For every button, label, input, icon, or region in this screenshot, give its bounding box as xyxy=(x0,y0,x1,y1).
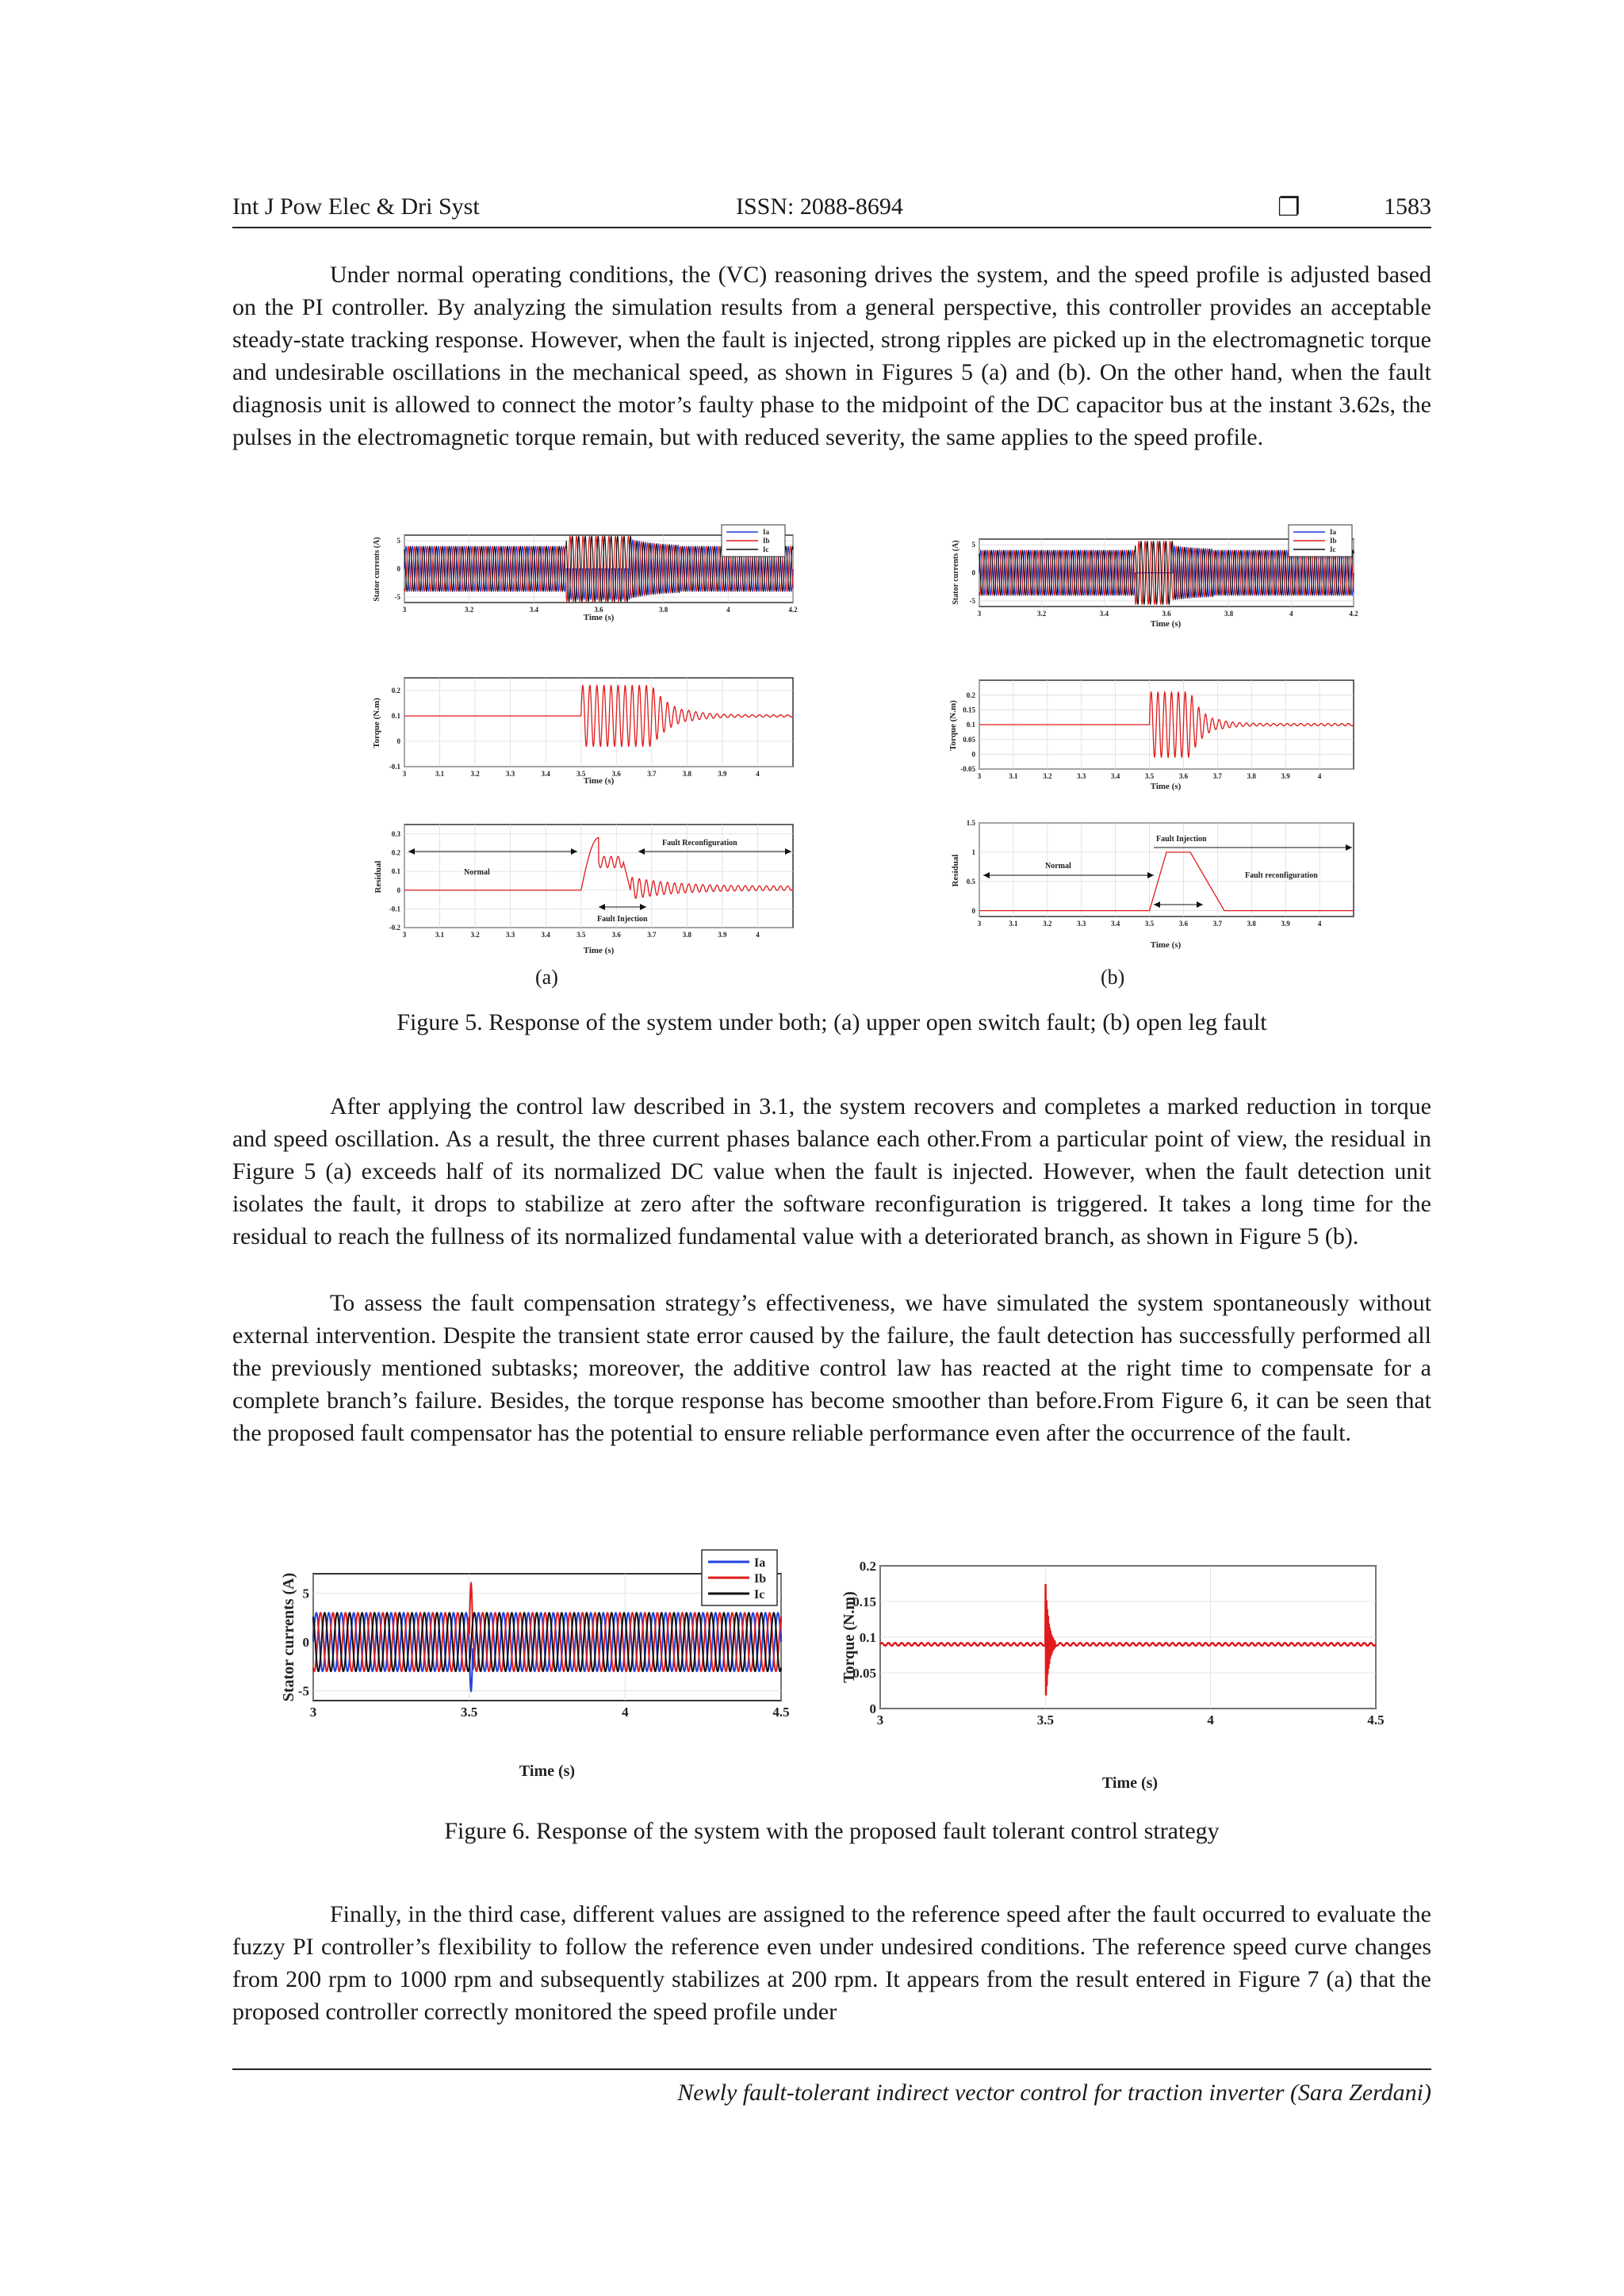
annotation-normal: Normal xyxy=(1045,862,1071,871)
y-tick-label: 0 xyxy=(971,750,975,759)
x-tick-label: 3.5 xyxy=(461,1705,478,1720)
x-tick-label: 3 xyxy=(402,931,407,939)
y-tick-label: 0.3 xyxy=(391,829,400,838)
x-tick-label: 3.6 xyxy=(1178,920,1189,928)
x-tick-label: 3.8 xyxy=(1224,610,1234,618)
y-tick-label: 5 xyxy=(302,1586,309,1601)
x-tick-label: 3.1 xyxy=(435,931,445,939)
box-icon: ❐ xyxy=(1277,193,1300,221)
x-tick-label: 4 xyxy=(756,931,760,939)
y-tick-label: 0.1 xyxy=(966,721,975,729)
x-tick-label: 3.4 xyxy=(1111,920,1120,928)
y-tick-label: 0 xyxy=(396,886,400,894)
legend-ic: Ic xyxy=(1330,545,1336,553)
y-tick-label: 0 xyxy=(302,1635,309,1651)
figure-5 xyxy=(373,515,1372,959)
x-tick-label: 3.6 xyxy=(1162,610,1171,618)
x-tick-label: 3.2 xyxy=(470,931,480,939)
legend-ia: Ia xyxy=(1330,528,1337,536)
legend-ic: Ic xyxy=(754,1588,765,1601)
x-tick-label: 3.4 xyxy=(1111,772,1120,780)
x-tick-label: 3.4 xyxy=(541,770,550,778)
x-tick-label: 3.7 xyxy=(1212,920,1222,928)
annotation-fault-reconfiguration: Fault Reconfiguration xyxy=(662,839,737,848)
fig5b-residual-xlabel: Time (s) xyxy=(1150,940,1182,950)
fig5b-torque-panel xyxy=(948,680,1354,791)
x-tick-label: 3.9 xyxy=(1281,920,1290,928)
x-tick-label: 3.3 xyxy=(1077,772,1086,780)
x-tick-label: 4 xyxy=(756,770,760,778)
annotation-normal: Normal xyxy=(464,868,490,877)
x-tick-label: 3.5 xyxy=(576,770,586,778)
fig5a-currents-ylabel: Stator currents (A) xyxy=(373,537,381,602)
y-tick-label: 0.2 xyxy=(391,848,400,857)
fig5b-residual-panel xyxy=(951,819,1354,950)
y-tick-label: -0.05 xyxy=(960,765,975,774)
figure-6-caption: Figure 6. Response of the system with the proposed fault tolerant control strategy xyxy=(444,1818,1220,1844)
x-tick-label: 3.4 xyxy=(1099,610,1109,618)
y-tick-label: 0 xyxy=(971,568,975,577)
fig5a-residual-xlabel: Time (s) xyxy=(583,946,615,955)
fig5a-currents-panel xyxy=(373,525,798,622)
fig5a-residual-panel xyxy=(373,825,793,955)
x-tick-label: 3.1 xyxy=(1009,920,1018,928)
fig5a-torque-ylabel: Torque (N.m) xyxy=(372,698,381,748)
x-tick-label: 3.4 xyxy=(541,931,550,939)
x-tick-label: 4.5 xyxy=(772,1705,790,1720)
x-tick-label: 3.8 xyxy=(682,931,691,939)
x-tick-label: 3 xyxy=(402,606,407,614)
x-tick-label: 3.8 xyxy=(1247,772,1256,780)
fig5b-currents-xlabel: Time (s) xyxy=(1150,619,1182,629)
annotation-fault-reconfiguration: Fault reconfiguration xyxy=(1245,871,1318,880)
x-tick-label: 3.1 xyxy=(1009,772,1018,780)
x-tick-label: 3.2 xyxy=(465,606,474,614)
x-tick-label: 3.7 xyxy=(1212,772,1222,780)
y-tick-label: 1 xyxy=(971,848,975,857)
x-tick-label: 4.2 xyxy=(788,606,798,614)
annotation-fault-injection: Fault Injection xyxy=(597,915,648,924)
x-tick-label: 3.6 xyxy=(1178,772,1189,780)
x-tick-label: 3.3 xyxy=(506,770,515,778)
x-tick-label: 4 xyxy=(622,1705,629,1720)
x-tick-label: 3.9 xyxy=(718,931,727,939)
x-tick-label: 3.1 xyxy=(435,770,445,778)
fig5b-torque-ylabel: Torque (N.m) xyxy=(948,700,958,751)
x-tick-label: 3.5 xyxy=(1144,772,1155,780)
page-header xyxy=(232,190,1431,228)
figure-5-caption: Figure 5. Response of the system under both; (a) upper open switch fault; (b) open leg fault xyxy=(396,1009,1267,1035)
fig5-sublabel-a: (a) xyxy=(535,966,558,989)
x-tick-label: 4.2 xyxy=(1349,610,1358,618)
x-tick-label: 4 xyxy=(1317,920,1322,928)
x-tick-label: 3 xyxy=(402,770,407,778)
paragraph-normal-operation: Under normal operating conditions, the (VC) reasoning drives the system, and the speed profile is adjusted based on the PI controller. By analyzing the simulation results from a general perspective, this controller provides an acceptable steady-state tracking response. However, when the fault is injected, strong ripples are picked up in the electromagnetic torque and undesirable oscillations in the mechanical speed, as shown in Figures 5 (a) and (b). On the other hand, when the fault diagnosis unit is allowed to connect the motor’s faulty phase to the midpoint of the DC capacitor bus at the instant 3.62s, the pulses in the electromagnetic torque remain, but with reduced severity, the same applies to the speed profile. xyxy=(232,262,1431,450)
y-tick-label: 0.2 xyxy=(391,687,400,695)
fig5-sublabel-b: (b) xyxy=(1101,966,1125,989)
fig5b-currents-ylabel: Stator currents (A) xyxy=(952,540,960,605)
figure-6 xyxy=(274,1542,1400,1804)
x-tick-label: 3.7 xyxy=(647,770,657,778)
x-tick-label: 3.2 xyxy=(1043,920,1052,928)
x-tick-label: 3 xyxy=(876,1712,884,1728)
x-tick-label: 4 xyxy=(1289,610,1293,618)
y-tick-label: 5 xyxy=(971,541,975,549)
legend-ib: Ib xyxy=(754,1572,767,1586)
y-tick-label: 0.05 xyxy=(963,735,975,744)
fig5a-currents-xlabel: Time (s) xyxy=(583,613,615,622)
legend-ia: Ia xyxy=(763,528,770,536)
x-tick-label: 3.7 xyxy=(647,931,657,939)
fig6-currents-xlabel: Time (s) xyxy=(519,1762,576,1780)
y-tick-label: 0.2 xyxy=(859,1558,876,1574)
x-tick-label: 3.8 xyxy=(1247,920,1256,928)
legend-ic: Ic xyxy=(763,545,769,553)
fig5b-legend xyxy=(1289,525,1352,557)
x-tick-label: 3.8 xyxy=(659,606,668,614)
y-tick-label: 0.2 xyxy=(966,691,975,699)
y-tick-label: 0 xyxy=(869,1701,876,1716)
issn-label: ISSN: 2088-8694 xyxy=(736,193,903,220)
journal-abbrev: Int J Pow Elec & Dri Syst xyxy=(232,193,480,220)
legend-ia: Ia xyxy=(754,1556,766,1570)
x-tick-label: 3.2 xyxy=(1037,610,1047,618)
y-tick-label: 0.1 xyxy=(859,1629,876,1645)
x-tick-label: 3.9 xyxy=(1281,772,1290,780)
x-tick-label: 3.5 xyxy=(576,931,586,939)
paragraph-recovery: After applying the control law described in 3.1, the system recovers and completes a marked reduction in torque and speed oscillation. As a result, the three current phases balance each other.From a particular point of view, the residual in Figure 5 (a) exceeds half of its normalized DC value when the fault is injected. However, when the fault detection unit isolates the fault, it drops to stabilize at zero after the software reconfiguration is triggered. It takes a long time for the residual to reach the fullness of its normalized fundamental value with a deteriorated branch, as shown in Figure 5 (b). xyxy=(232,1093,1431,1249)
x-tick-label: 3.2 xyxy=(470,770,480,778)
x-tick-label: 3.6 xyxy=(611,931,621,939)
y-tick-label: -5 xyxy=(969,597,975,606)
y-tick-label: 0.15 xyxy=(963,706,975,714)
y-tick-label: 0.5 xyxy=(966,877,975,886)
paragraph-compensation: To assess the fault compensation strategy’s effectiveness, we have simulated the system spontaneously without external intervention. Despite the transient state error caused by the failure, the fault detection has successfully performed all the previously mentioned subtasks; moreover, the additive control law has reacted at the right time to compensate for a complete branch’s failure. Besides, the torque response has become smoother than before.From Figure 6, it can be seen that the proposed fault compensator has the potential to ensure reliable performance even after the occurrence of the fault. xyxy=(232,1290,1431,1446)
y-tick-label: 0.15 xyxy=(852,1594,876,1609)
x-tick-label: 3 xyxy=(977,920,982,928)
page-footer xyxy=(232,2068,1431,2106)
y-tick-label: 0 xyxy=(396,564,400,573)
fig6-legend xyxy=(702,1550,777,1605)
x-tick-label: 3.4 xyxy=(529,606,538,614)
fig5a-torque-xlabel: Time (s) xyxy=(583,776,615,786)
x-tick-label: 3.5 xyxy=(1036,1712,1054,1728)
fig5a-residual-ylabel: Residual xyxy=(373,860,383,894)
y-tick-label: 5 xyxy=(396,537,400,545)
x-tick-label: 4 xyxy=(1207,1712,1214,1728)
y-tick-label: 1.5 xyxy=(966,819,975,828)
fig5a-torque-panel xyxy=(372,678,793,786)
fig6-torque-ylabel: Torque (N.m) xyxy=(841,1591,858,1683)
fig6-currents-ylabel: Stator currents (A) xyxy=(280,1572,297,1702)
y-tick-label: -0.1 xyxy=(389,905,400,913)
fig5b-currents-panel xyxy=(952,525,1358,629)
x-tick-label: 3.3 xyxy=(1077,920,1086,928)
fig5b-residual-ylabel: Residual xyxy=(951,854,960,887)
x-tick-label: 3 xyxy=(977,610,982,618)
fig6-currents-panel xyxy=(280,1550,790,1780)
y-tick-label: -0.1 xyxy=(389,763,400,771)
fig5b-torque-xlabel: Time (s) xyxy=(1150,782,1182,791)
x-tick-label: 3 xyxy=(309,1705,317,1720)
page-number: 1583 xyxy=(1384,193,1431,220)
y-tick-label: 0.1 xyxy=(391,712,400,721)
y-tick-label: -5 xyxy=(297,1683,309,1699)
paragraph-third-case: Finally, in the third case, different values are assigned to the reference speed after the fault occurred to evaluate the fuzzy PI controller’s flexibility to follow the reference even under undesired conditions. The reference speed curve changes from 200 rpm to 1000 rpm and subsequently stabilizes at 200 rpm. It appears from the result entered in Figure 7 (a) that the proposed controller correctly monitored the speed profile under xyxy=(232,1901,1431,2025)
x-tick-label: 4 xyxy=(726,606,730,614)
x-tick-label: 3.6 xyxy=(594,606,603,614)
fig6-torque-xlabel: Time (s) xyxy=(1101,1774,1159,1792)
x-tick-label: 3.8 xyxy=(682,770,691,778)
legend-ib: Ib xyxy=(1330,537,1337,545)
x-tick-label: 4 xyxy=(1317,772,1322,780)
legend-ib: Ib xyxy=(763,537,770,545)
x-tick-label: 3.9 xyxy=(718,770,727,778)
x-tick-label: 3.6 xyxy=(611,770,621,778)
y-tick-label: -5 xyxy=(394,593,400,602)
x-tick-label: 3 xyxy=(977,772,982,780)
y-tick-label: 0 xyxy=(971,906,975,915)
y-tick-label: 0.1 xyxy=(391,867,400,876)
y-tick-label: -0.2 xyxy=(389,924,400,932)
y-tick-label: 0 xyxy=(396,737,400,746)
fig6-torque-panel xyxy=(841,1559,1385,1792)
x-tick-label: 3.2 xyxy=(1043,772,1052,780)
x-tick-label: 3.3 xyxy=(506,931,515,939)
x-tick-label: 4.5 xyxy=(1367,1712,1385,1728)
footer-running-title: Newly fault-tolerant indirect vector control for traction inverter (Sara Zerdani) xyxy=(677,2080,1431,2106)
fig5a-legend xyxy=(722,525,785,557)
y-tick-label: 0.05 xyxy=(852,1665,876,1681)
x-tick-label: 3.5 xyxy=(1144,920,1155,928)
annotation-fault-injection: Fault Injection xyxy=(1156,835,1207,844)
